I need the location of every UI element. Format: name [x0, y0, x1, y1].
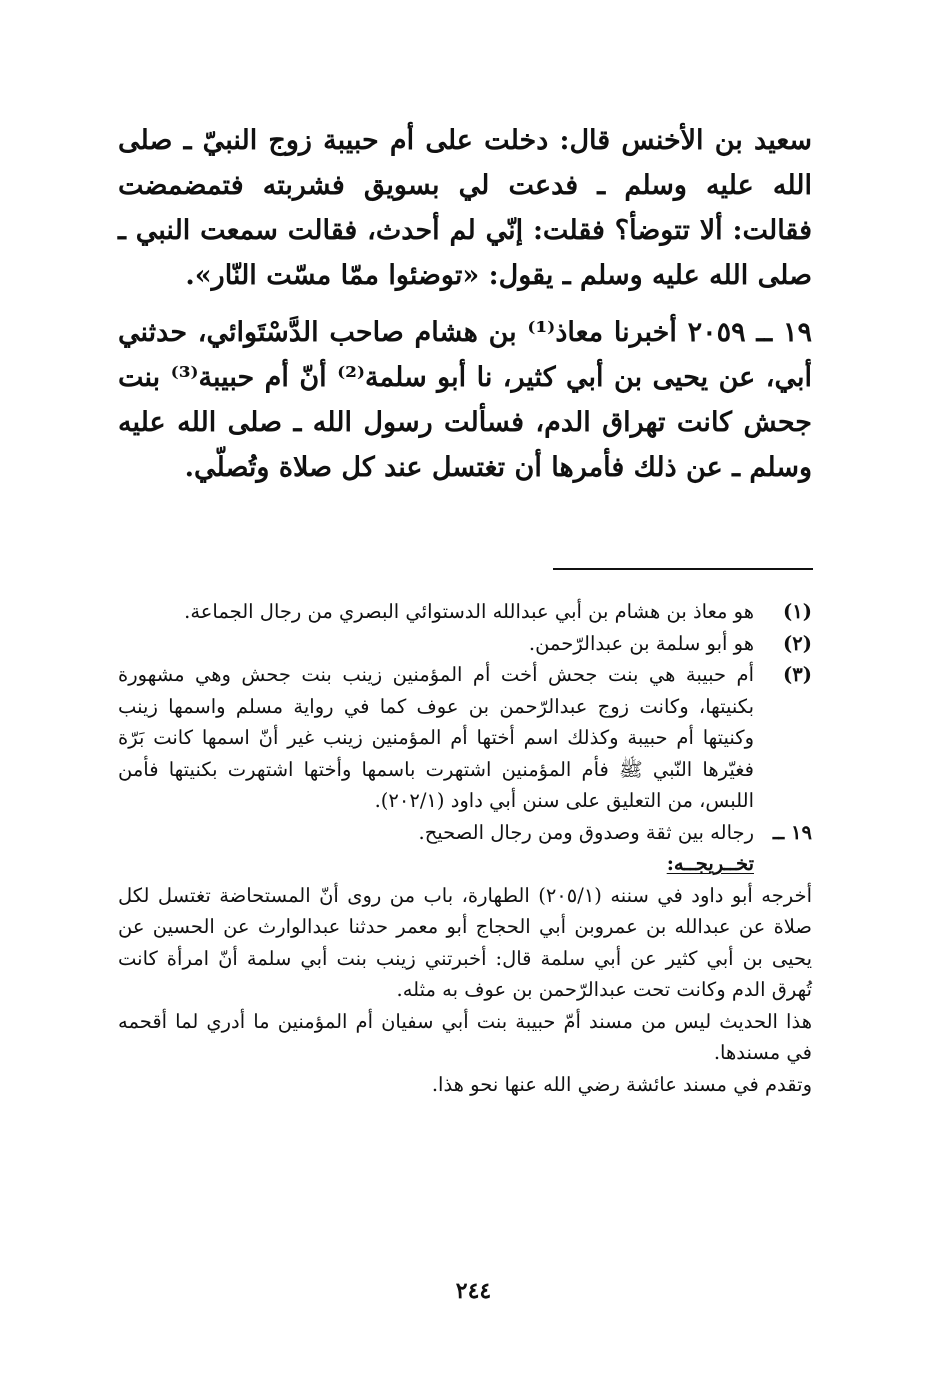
footnote-text: هو معاذ بن هشام بن أبي عبدالله الدستوائي البصري من رجال الجماعة. — [184, 600, 754, 623]
footnote-marker: (٢) — [783, 631, 812, 655]
takhrij-heading: تخــريجــه: — [666, 852, 754, 875]
footnote-2 — [118, 628, 812, 660]
footnote-marker: (١) — [783, 600, 812, 623]
footnote-text: رجاله بين ثقة وصدوق ومن رجال الصحيح. — [418, 820, 754, 844]
hadith-number: ١٩ ــ ٢٠٥٩ — [687, 317, 812, 348]
footnotes-section — [118, 596, 812, 1100]
footnote-text: هو أبو سلمة بن عبدالرّحمن. — [528, 631, 754, 655]
hadith-text: أخبرنا معاذ⁽¹⁾ بن هشام صاحب الدَّسْتَوائي، حدثني أبي، عن يحيى بن أبي كثير، نا أبو سلمة⁽²⁾ أنّ أم حبيبة⁽³⁾ بنت جحش كانت تهراق الدم، فسألت رسول الله ـ صلى الله عليه وسلم ـ عن ذلك فأمرها أن تغتسل عند كل صلاة وتُصلّي. — [118, 317, 812, 483]
footnote-3 — [118, 659, 812, 817]
opening-paragraph: سعيد بن الأخنس قال: دخلت على أم حبيبة زوج النبيّ ـ صلى الله عليه وسلم ـ فدعت لي بسويق فشربته فتمضمضت فقالت: ألا تتوضأ؟ فقلت: إنّي لم أحدث، فقالت سمعت النبي ـ صلى الله عليه وسلم ـ يقول: «توضئوا ممّا مسّت النّار». — [118, 125, 812, 291]
hadith-paragraph — [118, 310, 812, 490]
takhrij-paragraph: وتقدم في مسند عائشة رضي الله عنها نحو هذا. — [431, 1072, 812, 1096]
footnote-marker: (٣) — [783, 663, 812, 686]
takhrij-paragraph: هذا الحديث ليس من مسند أمّ حبيبة بنت أبي سفيان أم المؤمنين ما أدري لما أقحمه في مسندها. — [118, 1009, 812, 1064]
footnote-hadith-19 — [118, 817, 812, 849]
footnote-marker: ١٩ ــ — [772, 820, 812, 844]
footnote-text: أم حبيبة هي بنت جحش أخت أم المؤمنين زينب بنت جحش وهي مشهورة بكنيتها، وكانت زوج عبدالرّحمن بن عوف كما في رواية مسلم واسمها زينب وكنيتها أم حبيبة وكذلك اسم أختها أم المؤمنين زينب غير أنّ اسمها كانت بَرّة فغيّرها النّبي ﷺ فأم المؤمنين اشتهرت باسمها وأختها اشتهرت بكنيتها فأمن اللبس، من التعليق على سنن أبي داود (٢٠٢/١). — [118, 663, 754, 812]
footnote-1 — [118, 596, 812, 628]
page-number: ٢٤٤ — [455, 1278, 492, 1304]
takhrij-paragraph: أخرجه أبو داود في سننه (٢٠٥/١) الطهارة، باب من روى أنّ المستحاضة تغتسل لكل صلاة عن عبدالله بن عمروبن أبي الحجاج أبو معمر حدثنا عبدالوارث عن الحسين عن يحيى بن أبي كثير عن أبي سلمة قال: أخبرتني زينب بنت أبي سلمة أنّ امرأة كانت تُهرق الدم وكانت تحت عبدالرّحمن بن عوف به مثله. — [118, 883, 812, 1001]
main-text — [118, 118, 812, 490]
footnote-separator — [553, 568, 813, 570]
